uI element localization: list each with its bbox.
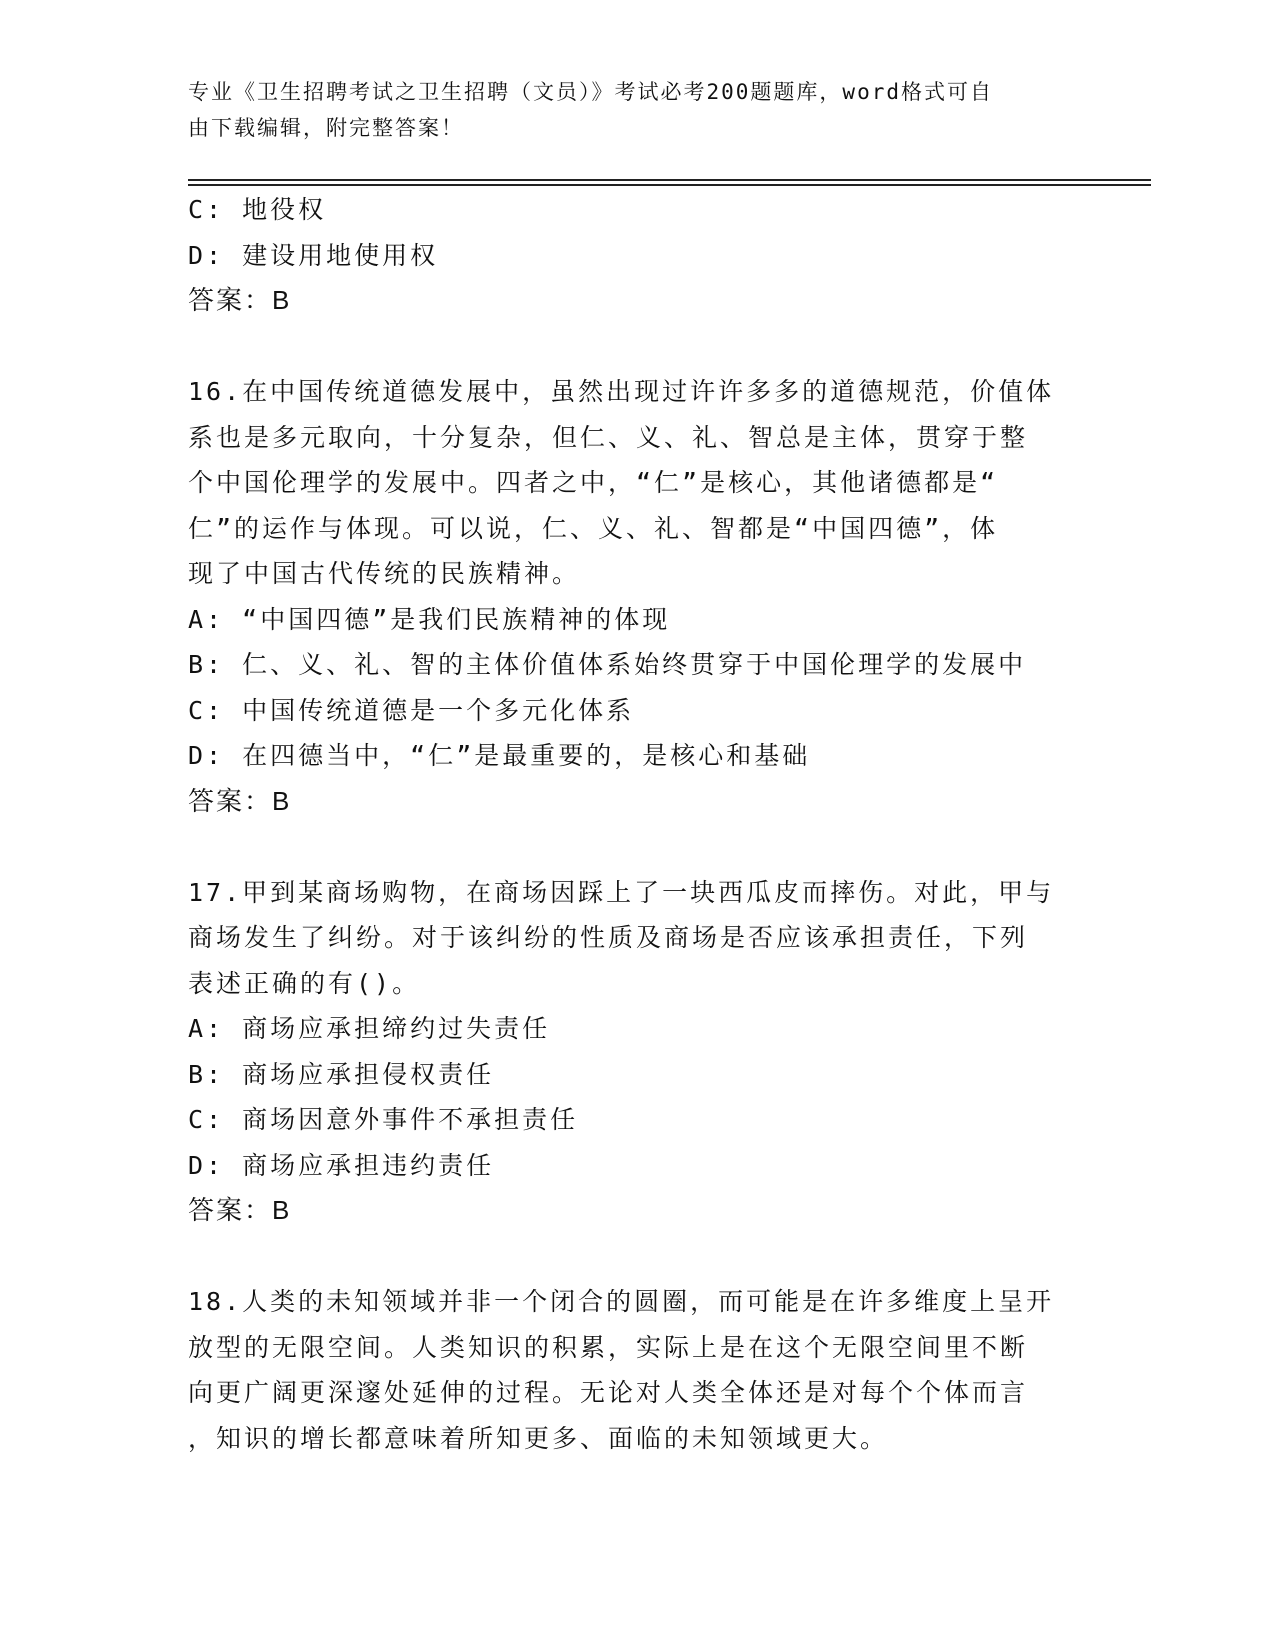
question-stem-line: 现了中国古代传统的民族精神。 [188,559,581,588]
document-body [188,187,1088,1461]
option-d: D: 建设用地使用权 [188,240,439,270]
question-stem-line: 18.人类的未知领域并非一个闭合的圆圈，而可能是在许多维度上呈开 [188,1287,1055,1316]
question-stem-line: 17.甲到某商场购物，在商场因踩上了一块西瓜皮而摔伤。对此，甲与 [188,877,1055,907]
option-d: D: 商场应承担违约责任 [188,1150,495,1180]
answer-line: 答案：B [188,785,292,816]
spacer [188,1234,1088,1280]
option-c: C: 地役权 [188,195,327,224]
header-line-2: 由下载编辑，附完整答案！ [188,116,464,140]
question-stem-line: 仁”的运作与体现。可以说，仁、义、礼、智都是“中国四德”，体 [188,513,999,543]
previous-question-tail [188,187,1088,324]
option-b: B: 仁、义、礼、智的主体价值体系始终贯穿于中国伦理学的发展中 [188,650,1027,679]
question-stem-line: 16.在中国传统道德发展中，虽然出现过许许多多的道德规范，价值体 [188,377,1055,406]
question-stem-line: 个中国伦理学的发展中。四者之中，“仁”是核心，其他诸德都是“ [188,468,999,497]
answer-line: 答案：B [188,285,292,315]
option-d: D: 在四德当中，“仁”是最重要的，是核心和基础 [188,741,811,770]
question-18 [188,1279,1088,1461]
spacer [188,824,1088,870]
option-a: A: 商场应承担缔约过失责任 [188,1014,551,1043]
option-c: C: 商场因意外事件不承担责任 [188,1105,579,1134]
question-16 [188,369,1088,824]
option-a: A: “中国四德”是我们民族精神的体现 [188,604,671,634]
header-rule-bottom [188,184,1151,186]
answer-line: 答案：B [188,1195,292,1225]
question-stem-line: 向更广阔更深邃处延伸的过程。无论对人类全体还是对每个个体而言 [188,1378,1029,1407]
question-stem-line: 放型的无限空间。人类知识的积累，实际上是在这个无限空间里不断 [188,1332,1029,1362]
document-header [188,74,1068,146]
header-rule-top [188,179,1151,181]
option-b: B: 商场应承担侵权责任 [188,1059,495,1089]
question-stem-line: 系也是多元取向，十分复杂，但仁、义、礼、智总是主体，贯穿于整 [188,422,1029,452]
question-stem-line: 表述正确的有()。 [188,968,421,998]
question-17 [188,870,1088,1234]
spacer [188,324,1088,370]
question-stem-line: 商场发生了纠纷。对于该纠纷的性质及商场是否应该承担责任，下列 [188,923,1029,952]
header-line-1: 专业《卫生招聘考试之卫生招聘（文员）》考试必考200题题库，word格式可自 [188,80,993,104]
option-c: C: 中国传统道德是一个多元化体系 [188,695,635,725]
question-stem-line: ，知识的增长都意味着所知更多、面临的未知领域更大。 [188,1423,889,1453]
